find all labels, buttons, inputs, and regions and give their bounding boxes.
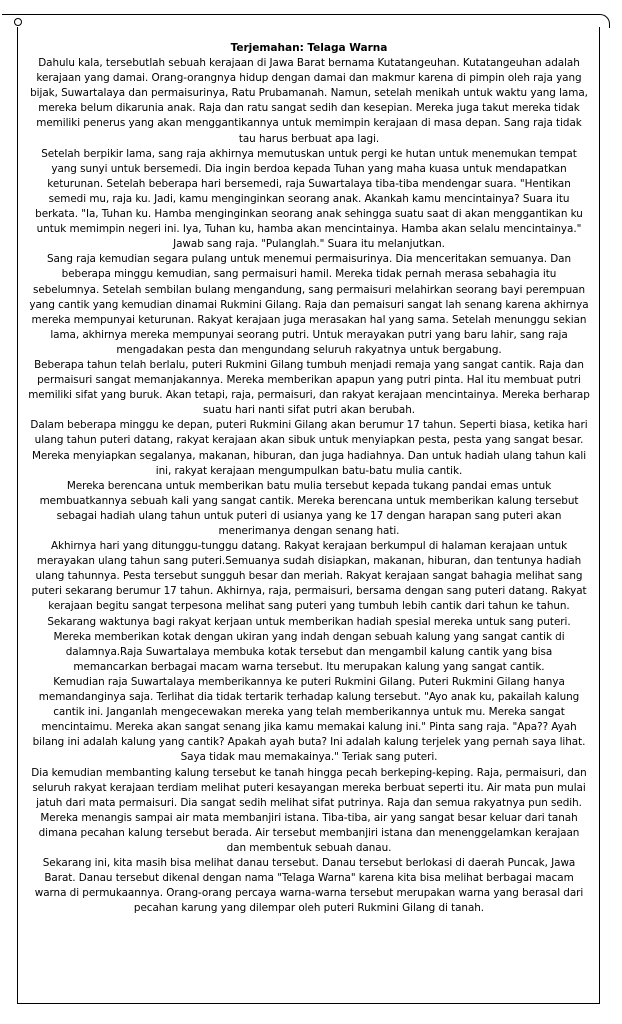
scroll-curl-border xyxy=(2,14,610,28)
paragraph: Sekarang waktunya bagi rakyat kerjaan untuk memberikan hadiah spesial mereka untuk sang puteri. Mereka memberikan kotak dengan ukiran yang indah dengan sebuah kalung yang sangat cantik di dalamnya.Raja Suwartalaya membuka kotak tersebut dan mengambil kalung cantik yang bisa memancarkan berbagai macam warna tersebut. Itu merupakan kalung yang sangat cantik. xyxy=(47,615,571,673)
paragraph: Beberapa tahun telah berlalu, puteri Rukmini Gilang tumbuh menjadi remaja yang sangat cantik. Raja dan permaisuri sangat memanjakannya. Mereka memberikan apapun yang putri pinta. Hal itu membuat putri memiliki sifat yang buruk. Akan tetapi, raja, permaisuri, dan rakyat kerajaan mencintainya. Mereka berharap suatu hari nanti sifat putri akan berubah. xyxy=(28,358,590,417)
paragraph: Setelah berpikir lama, sang raja akhirnya memutuskan untuk pergi ke hutan untuk menemukan tempat yang sunyi untuk bersemedi. Dia ingin berdoa kepada Tuhan yang maha kuasa untuk mendapatkan keturunan. Setelah beberapa hari bersemedi, raja Suwartalaya tiba-tiba mendengar suara. "Hentikan semedi mu, raja ku. Jadi, kamu menginginkan seorang anak. Akankah kamu mencintainya? Suara itu berkata. "Ia, Tuhan ku. Hamba menginginkan seorang anak sehingga suatu saat di akan menggantikan ku untuk memimpin negeri ini. Iya, Tuhan ku, hamba akan mencintainya. Hamba akan selalu mencintainya." Jawab sang raja. "Pulanglah." Suara itu melanjutkan. xyxy=(35,147,583,251)
paragraph: Dalam beberapa minggu ke depan, puteri Rukmini Gilang akan berumur 17 tahun. Seperti biasa, ketika hari ulang tahun puteri datang, rakyat kerajaan akan sibuk untuk menyiapkan pesta, pesta yang sangat besar. Mereka menyiapkan segalanya, makanan, hiburan, dan juga hadiahnya. Dan untuk hadiah ulang tahun kali ini, rakyat kerajaan mengumpulkan batu-batu mulia cantik. xyxy=(30,419,588,477)
paragraph: Dia kemudian membanting kalung tersebut ke tanah hingga pecah berkeping-keping. Raja, permaisuri, dan seluruh rakyat kerajaan terdiam melihat puteri kesayangan mereka berbuat seperti itu. Air mata pun mulai jatuh dari mata permaisuri. Dia sangat sedih melihat sifat putrinya. Raja dan semua rakyatnya pun sedih. Mereka menangis sampai air mata membanjiri istana. Tiba-tiba, air yang sangat besar keluar dari tanah dimana pecahan kalung tersebut berada. Air tersebut membanjiri istana dan menenggelamkan kerajaan dan membentuk sebuah danau. xyxy=(31,766,587,854)
document-title: Terjemahan: Telaga Warna xyxy=(230,42,388,54)
document-body xyxy=(28,41,590,916)
curl-dot-icon xyxy=(14,18,22,26)
paragraph: Akhirnya hari yang ditunggu-tunggu datang. Rakyat kerajaan berkumpul di halaman kerajaan untuk merayakan ulang tahun sang puteri.Semuanya sudah disiapkan, makanan, hiburan, dan tentunya hadiah ulang tahunnya. Pesta tersebut sungguh besar dan meriah. Rakyat kerajaan sangat bahagia melihat sang puteri sekarang berumur 17 tahun. Akhirnya, raja, permaisuri, bersama dengan sang puteri datang. Rakyat kerajaan begitu sangat terpesona melihat sang puteri yang tumbuh lebih cantik dari tahun ke tahun. xyxy=(31,540,587,613)
paragraph: Dahulu kala, tersebutlah sebuah kerajaan di Jawa Barat bernama Kutatangeuhan. Kutatangeuhan adalah kerajaan yang damai. Orang-orangnya hidup dengan damai dan makmur karena di pimpin oleh raja yang bijak, Suwartalaya dan permaisurinya, Ratu Prubamanah. Namun, setelah menikah untuk waktu yang lama, mereka belum dikarunia anak. Raja dan ratu sangat sedih dan kesepian. Mereka juga takut mereka tidak memiliki penerus yang akan menggantikannya untuk memimpin kerajaan di masa depan. Sang raja tidak tau harus berbuat apa lagi. xyxy=(30,57,588,145)
paragraph: Sang raja kemudian segara pulang untuk menemui permaisurinya. Dia menceritakan semuanya. Dan beberapa minggu kemudian, sang permaisuri hamil. Mereka tidak pernah merasa sebahagia itu sebelumnya. Setelah sembilan bulang mengandung, sang permaisuri melahirkan seorang bayi perempuan yang cantik yang kemudian dinamai Rukmini Gilang. Raja dan pemaisuri sangat lah senang karena akhirnya mereka mempunyai keturunan. Rakyat kerajaan juga merasakan hal yang sama. Setelah menunggu sekian lama, akhirnya mereka mempunyai seorang putri. Untuk merayakan putri yang baru lahir, sang raja mengadakan pesta dan mengundang seluruh rakyatnya untuk bergabung. xyxy=(29,253,589,356)
paragraph: Kemudian raja Suwartalaya memberikannya ke puteri Rukmini Gilang. Puteri Rukmini Gilang hanya memandanginya saja. Terlihat dia tidak tertarik terhadap kalung tersebut. "Ayo anak ku, pakailah kalung cantik ini. Janganlah mengecewakan mereka yang telah memberikannya untuk mu. Mereka sangat mencintaimu. Mereka akan sangat senang jika kamu memakai kalung ini." Pinta sang raja. "Apa?? Ayah bilang ini adalah kalung yang cantik? Apakah ayah buta? Ini adalah kalung terjelek yang pernah saya lihat. Saya tidak mau memakainya." Teriak sang puteri. xyxy=(32,675,586,764)
paragraph: Mereka berencana untuk memberikan batu mulia tersebut kepada tukang pandai emas untuk membuatkannya sebuah kali yang sangat cantik. Mereka berencana untuk memberikan kalung tersebut sebagai hadiah ulang tahun untuk puteri di usianya yang ke 17 dengan harapan sang puteri akan menerimanya dengan senang hati. xyxy=(39,479,579,537)
paragraph: Sekarang ini, kita masih bisa melihat danau tersebut. Danau tersebut berlokasi di daerah Puncak, Jawa Barat. Danau tersebut dikenal dengan nama "Telaga Warna" karena kita bisa melihat berbagai macam warna di permukaannya. Orang-orang percaya warna-warna tersebut merupakan warna yang berasal dari pecahan karung yang dilempar oleh puteri Rukmini Gilang di tanah. xyxy=(34,857,584,915)
